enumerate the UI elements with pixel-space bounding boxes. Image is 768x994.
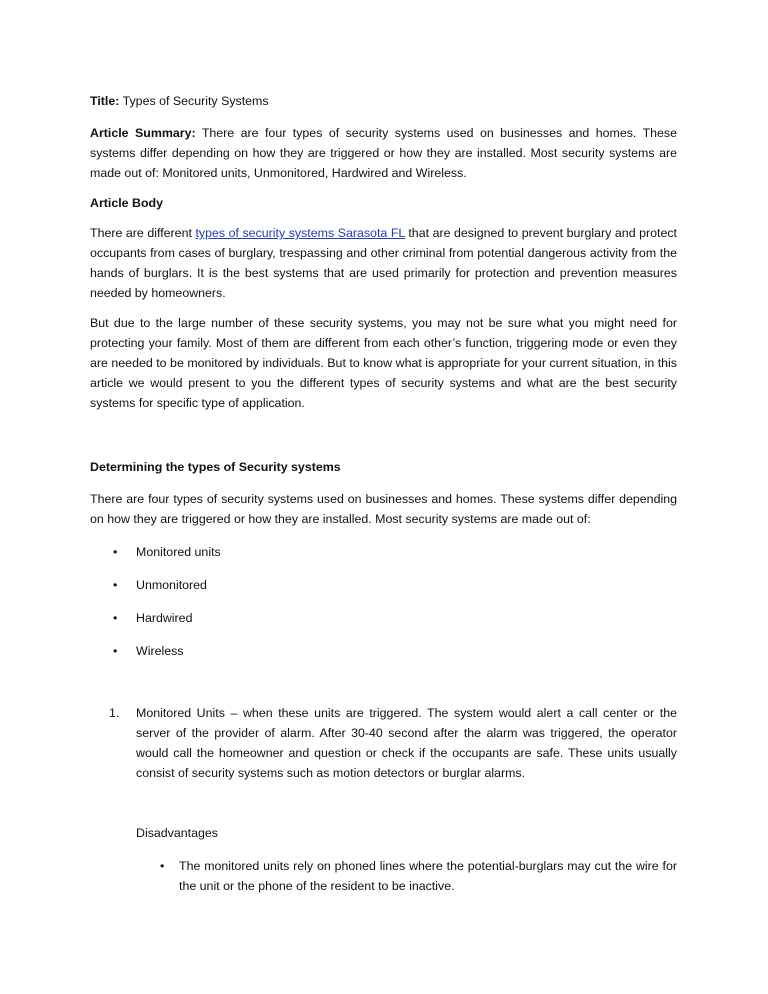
item-number: 1.: [109, 706, 120, 720]
intro-text-after: that are designed to prevent burglary and protect occupants from cases of burglary, trespassing and other criminal from potential dangerous activity from the hands of burglars. It is the best systems that are used primarily for protection and prevention measures needed by homeowners.: [90, 226, 677, 300]
list-item: [90, 542, 677, 562]
bullet-icon: •: [113, 644, 118, 658]
document-title: [90, 91, 677, 111]
document-page: [90, 91, 677, 896]
title-text: Types of Security Systems: [122, 94, 269, 108]
list-item-text: Unmonitored: [136, 578, 207, 592]
list-item-text: Monitored units: [136, 545, 221, 559]
summary-label: Article Summary:: [90, 126, 196, 140]
types-paragraph: There are four types of security systems used on businesses and homes. These systems differ depending on how they are triggered or how they are installed. Most security systems are made out of:: [90, 492, 677, 526]
intro-text-before: There are different: [90, 226, 196, 240]
numbered-item-text: Monitored Units – when these units are triggered. The system would alert a call center or the server of the provider of alarm. After 30-40 second after the alarm was triggered, the operator would call the homeowner and question or check if the occupants are safe. These units usually consist of security systems such as motion detectors or burglar alarms.: [136, 706, 677, 780]
disadvantage-item: [90, 856, 677, 896]
security-systems-link[interactable]: types of security systems Sarasota FL: [195, 226, 405, 240]
article-body-heading: Article Body: [90, 196, 163, 210]
types-list: [90, 542, 677, 661]
disadvantages-label: Disadvantages: [136, 826, 218, 840]
article-summary: [90, 123, 677, 183]
list-item: [90, 641, 677, 661]
bullet-icon: •: [160, 859, 165, 873]
summary-text: There are four types of security systems used on businesses and homes. These systems differ depending on how they are triggered or how they are installed. Most security systems are made out of: Monitored units, Unmonitored, Hardwired and Wireless.: [90, 126, 677, 180]
title-label: Title:: [90, 94, 120, 108]
list-item-text: Hardwired: [136, 611, 193, 625]
list-item: [90, 575, 677, 595]
intro-paragraph: [90, 223, 677, 303]
second-paragraph: But due to the large number of these security systems, you may not be sure what you might need for protecting your family. Most of them are different from each other’s function, triggering mode or even they are needed to be monitored by individuals. But to know what is appropriate for your current situation, in this article we would present to you the different types of security systems and what are the best security systems for specific type of application.: [90, 316, 677, 410]
section-heading: Determining the types of Security systems: [90, 460, 341, 474]
bullet-icon: •: [113, 545, 118, 559]
list-item: [90, 608, 677, 628]
numbered-item-monitored-units: [90, 703, 677, 783]
bullet-icon: •: [113, 611, 118, 625]
list-item-text: Wireless: [136, 644, 184, 658]
disadvantage-text: The monitored units rely on phoned lines where the potential-burglars may cut the wire for the unit or the phone of the resident to be inactive.: [179, 859, 677, 893]
bullet-icon: •: [113, 578, 118, 592]
